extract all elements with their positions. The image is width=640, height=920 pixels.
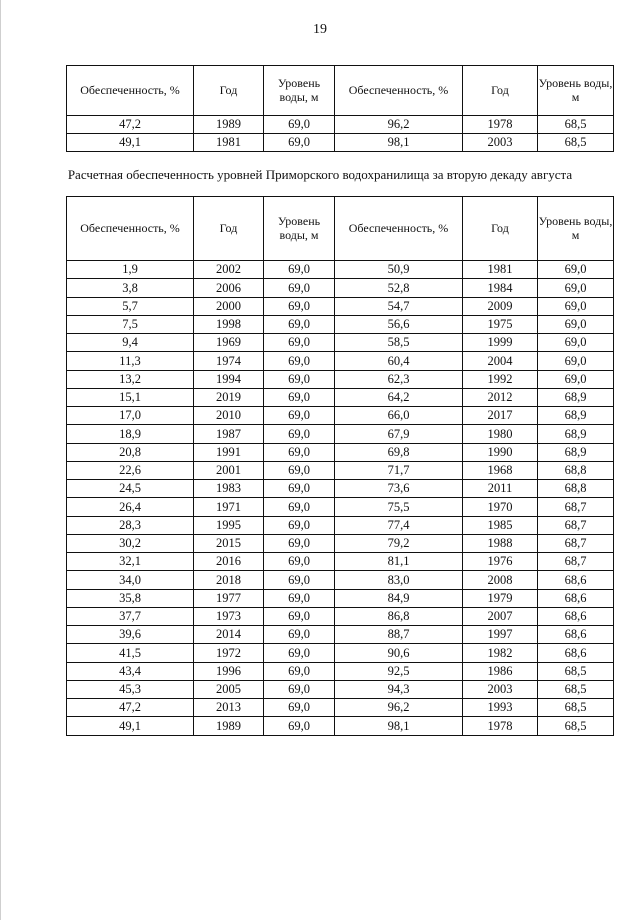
table-cell: 1995 [194, 516, 264, 534]
table-cell: 71,7 [335, 461, 463, 479]
table-cell: 1978 [463, 116, 538, 134]
table-cell: 1973 [194, 607, 264, 625]
table-cell: 68,7 [538, 534, 614, 552]
table-row [67, 261, 614, 279]
table-cell: 3,8 [67, 279, 194, 297]
table-cell: 1988 [463, 534, 538, 552]
table-row [67, 498, 614, 516]
table-cell: 88,7 [335, 626, 463, 644]
table-cell: 68,6 [538, 571, 614, 589]
table-row [67, 134, 614, 152]
table-cell: 1983 [194, 480, 264, 498]
table-row [67, 699, 614, 717]
table-cell: 2016 [194, 553, 264, 571]
table-cell: 69,0 [264, 352, 335, 370]
table-cell: 83,0 [335, 571, 463, 589]
table-cell: 69,0 [264, 607, 335, 625]
table-cell: 69,0 [264, 699, 335, 717]
continued-table-body [67, 116, 614, 152]
table-cell: 73,6 [335, 480, 463, 498]
table-cell: 68,7 [538, 516, 614, 534]
header-water-level: Уровень воды, м [264, 66, 335, 116]
table-cell: 1980 [463, 425, 538, 443]
table-cell: 77,4 [335, 516, 463, 534]
table-cell: 69,0 [538, 352, 614, 370]
table-cell: 22,6 [67, 461, 194, 479]
table-cell: 1978 [463, 717, 538, 735]
table-cell: 62,3 [335, 370, 463, 388]
table-cell: 2013 [194, 699, 264, 717]
table-row [67, 480, 614, 498]
table-cell: 68,5 [538, 717, 614, 735]
probability-table [66, 196, 614, 736]
table-cell: 1972 [194, 644, 264, 662]
table-cell: 47,2 [67, 699, 194, 717]
continued-table [66, 65, 614, 152]
table-cell: 2006 [194, 279, 264, 297]
table-cell: 69,0 [538, 370, 614, 388]
table-cell: 17,0 [67, 407, 194, 425]
table-cell: 24,5 [67, 480, 194, 498]
table-cell: 68,5 [538, 116, 614, 134]
table-cell: 68,5 [538, 134, 614, 152]
table-cell: 69,0 [264, 571, 335, 589]
table-cell: 69,0 [264, 134, 335, 152]
table-cell: 69,0 [264, 425, 335, 443]
table-cell: 69,0 [264, 717, 335, 735]
table-cell: 69,0 [264, 589, 335, 607]
table-cell: 68,6 [538, 607, 614, 625]
table-cell: 64,2 [335, 388, 463, 406]
table-cell: 45,3 [67, 680, 194, 698]
table-cell: 2004 [463, 352, 538, 370]
table-cell: 49,1 [67, 717, 194, 735]
header-probability-2: Обеспеченность, % [335, 197, 463, 261]
table-cell: 47,2 [67, 116, 194, 134]
table-cell: 2008 [463, 571, 538, 589]
table-cell: 1985 [463, 516, 538, 534]
table-cell: 7,5 [67, 315, 194, 333]
table-cell: 69,0 [264, 279, 335, 297]
table-cell: 69,0 [264, 261, 335, 279]
table-cell: 15,1 [67, 388, 194, 406]
table-cell: 41,5 [67, 644, 194, 662]
table-cell: 98,1 [335, 717, 463, 735]
table-row [67, 626, 614, 644]
table-cell: 1993 [463, 699, 538, 717]
table-cell: 79,2 [335, 534, 463, 552]
table-cell: 50,9 [335, 261, 463, 279]
table-cell: 26,4 [67, 498, 194, 516]
header-water-level: Уровень воды, м [264, 197, 335, 261]
table-cell: 2002 [194, 261, 264, 279]
table-row [67, 297, 614, 315]
table-cell: 1991 [194, 443, 264, 461]
table-cell: 49,1 [67, 134, 194, 152]
table-row [67, 370, 614, 388]
table-cell: 2003 [463, 680, 538, 698]
table-cell: 9,4 [67, 334, 194, 352]
table-cell: 1987 [194, 425, 264, 443]
table-cell: 28,3 [67, 516, 194, 534]
table-cell: 18,9 [67, 425, 194, 443]
header-probability: Обеспеченность, % [67, 66, 194, 116]
table-cell: 69,0 [264, 370, 335, 388]
table-cell: 69,0 [264, 498, 335, 516]
table-cell: 1977 [194, 589, 264, 607]
table-row [67, 680, 614, 698]
page-number: 19 [313, 22, 327, 37]
table-cell: 69,0 [538, 261, 614, 279]
table-row [67, 553, 614, 571]
table-cell: 86,8 [335, 607, 463, 625]
table-cell: 68,5 [538, 662, 614, 680]
header-water-level-2: Уровень воды, м [538, 66, 614, 116]
table-cell: 39,6 [67, 626, 194, 644]
table-cell: 1986 [463, 662, 538, 680]
table-cell: 1996 [194, 662, 264, 680]
table-cell: 96,2 [335, 116, 463, 134]
table-cell: 69,0 [538, 279, 614, 297]
table-cell: 69,0 [264, 297, 335, 315]
table-cell: 30,2 [67, 534, 194, 552]
table-cell: 2003 [463, 134, 538, 152]
table-cell: 1989 [194, 116, 264, 134]
table-cell: 2019 [194, 388, 264, 406]
table-cell: 69,0 [264, 480, 335, 498]
probability-table-body [67, 261, 614, 736]
table-cell: 60,4 [335, 352, 463, 370]
table-row [67, 279, 614, 297]
table-cell: 68,6 [538, 589, 614, 607]
header-year: Год [194, 66, 264, 116]
table-cell: 68,7 [538, 498, 614, 516]
table-cell: 94,3 [335, 680, 463, 698]
table-row [67, 315, 614, 333]
table-cell: 68,6 [538, 626, 614, 644]
table-cell: 54,7 [335, 297, 463, 315]
table-cell: 2005 [194, 680, 264, 698]
table-cell: 69,0 [264, 680, 335, 698]
table-cell: 68,8 [538, 480, 614, 498]
table-row [67, 534, 614, 552]
table-cell: 2007 [463, 607, 538, 625]
table-cell: 69,0 [264, 116, 335, 134]
table-cell: 69,0 [538, 297, 614, 315]
table-cell: 1982 [463, 644, 538, 662]
table-cell: 43,4 [67, 662, 194, 680]
table-cell: 13,2 [67, 370, 194, 388]
table-cell: 68,6 [538, 644, 614, 662]
table-cell: 37,7 [67, 607, 194, 625]
table-cell: 68,9 [538, 388, 614, 406]
table-cell: 1998 [194, 315, 264, 333]
table-row [67, 388, 614, 406]
table-cell: 2017 [463, 407, 538, 425]
table-cell: 68,9 [538, 443, 614, 461]
table-cell: 1997 [463, 626, 538, 644]
table-row [67, 443, 614, 461]
table-cell: 1975 [463, 315, 538, 333]
table-cell: 1981 [194, 134, 264, 152]
table-row [67, 571, 614, 589]
table-cell: 69,0 [264, 516, 335, 534]
table-header-row [67, 197, 614, 261]
table-cell: 58,5 [335, 334, 463, 352]
table-row [67, 516, 614, 534]
table-cell: 69,0 [264, 407, 335, 425]
table-caption: Расчетная обеспеченность уровней Приморского водохранилища за вторую декаду августа [67, 167, 573, 182]
table-cell: 90,6 [335, 644, 463, 662]
table-cell: 1971 [194, 498, 264, 516]
table-cell: 52,8 [335, 279, 463, 297]
header-probability-2: Обеспеченность, % [335, 66, 463, 116]
table-cell: 1992 [463, 370, 538, 388]
table-row [67, 425, 614, 443]
header-year-2: Год [463, 66, 538, 116]
table-cell: 35,8 [67, 589, 194, 607]
table-row [67, 461, 614, 479]
table-row [67, 116, 614, 134]
table-row [67, 352, 614, 370]
table-cell: 68,9 [538, 425, 614, 443]
table-cell: 2010 [194, 407, 264, 425]
table-row [67, 407, 614, 425]
table-cell: 1994 [194, 370, 264, 388]
table-cell: 2001 [194, 461, 264, 479]
header-year-2: Год [463, 197, 538, 261]
table-cell: 34,0 [67, 571, 194, 589]
table-cell: 1,9 [67, 261, 194, 279]
table-cell: 1970 [463, 498, 538, 516]
table-header-row [67, 66, 614, 116]
table-cell: 69,0 [264, 534, 335, 552]
table-cell: 1979 [463, 589, 538, 607]
table-cell: 84,9 [335, 589, 463, 607]
table-cell: 69,0 [264, 626, 335, 644]
table-cell: 69,0 [264, 315, 335, 333]
table-cell: 56,6 [335, 315, 463, 333]
table-cell: 69,0 [264, 461, 335, 479]
table-cell: 1976 [463, 553, 538, 571]
table-cell: 68,7 [538, 553, 614, 571]
table-cell: 5,7 [67, 297, 194, 315]
table-cell: 2000 [194, 297, 264, 315]
scan-edge-line [0, 0, 1, 920]
table-cell: 66,0 [335, 407, 463, 425]
table-cell: 2009 [463, 297, 538, 315]
table-cell: 69,0 [264, 662, 335, 680]
table-cell: 1981 [463, 261, 538, 279]
table-cell: 69,0 [538, 315, 614, 333]
table-cell: 11,3 [67, 352, 194, 370]
table-cell: 2015 [194, 534, 264, 552]
table-cell: 68,9 [538, 407, 614, 425]
header-water-level-2: Уровень воды, м [538, 197, 614, 261]
table-row [67, 662, 614, 680]
table-cell: 69,0 [264, 553, 335, 571]
table-cell: 96,2 [335, 699, 463, 717]
table-cell: 1969 [194, 334, 264, 352]
table-row [67, 607, 614, 625]
table-cell: 1984 [463, 279, 538, 297]
table-row [67, 644, 614, 662]
table-cell: 67,9 [335, 425, 463, 443]
table-cell: 69,8 [335, 443, 463, 461]
table-cell: 2014 [194, 626, 264, 644]
table-cell: 98,1 [335, 134, 463, 152]
table-cell: 69,0 [538, 334, 614, 352]
table-cell: 81,1 [335, 553, 463, 571]
table-cell: 68,5 [538, 699, 614, 717]
table-cell: 69,0 [264, 443, 335, 461]
table-cell: 32,1 [67, 553, 194, 571]
table-row [67, 334, 614, 352]
table-cell: 92,5 [335, 662, 463, 680]
table-cell: 2018 [194, 571, 264, 589]
table-row [67, 717, 614, 735]
table-cell: 2011 [463, 480, 538, 498]
table-cell: 1974 [194, 352, 264, 370]
table-cell: 1990 [463, 443, 538, 461]
header-year: Год [194, 197, 264, 261]
table-cell: 69,0 [264, 334, 335, 352]
table-cell: 68,5 [538, 680, 614, 698]
table-cell: 20,8 [67, 443, 194, 461]
table-cell: 1968 [463, 461, 538, 479]
table-cell: 68,8 [538, 461, 614, 479]
table-cell: 69,0 [264, 644, 335, 662]
table-cell: 75,5 [335, 498, 463, 516]
header-probability: Обеспеченность, % [67, 197, 194, 261]
table-cell: 2012 [463, 388, 538, 406]
table-cell: 1999 [463, 334, 538, 352]
table-cell: 69,0 [264, 388, 335, 406]
table-row [67, 589, 614, 607]
table-cell: 1989 [194, 717, 264, 735]
